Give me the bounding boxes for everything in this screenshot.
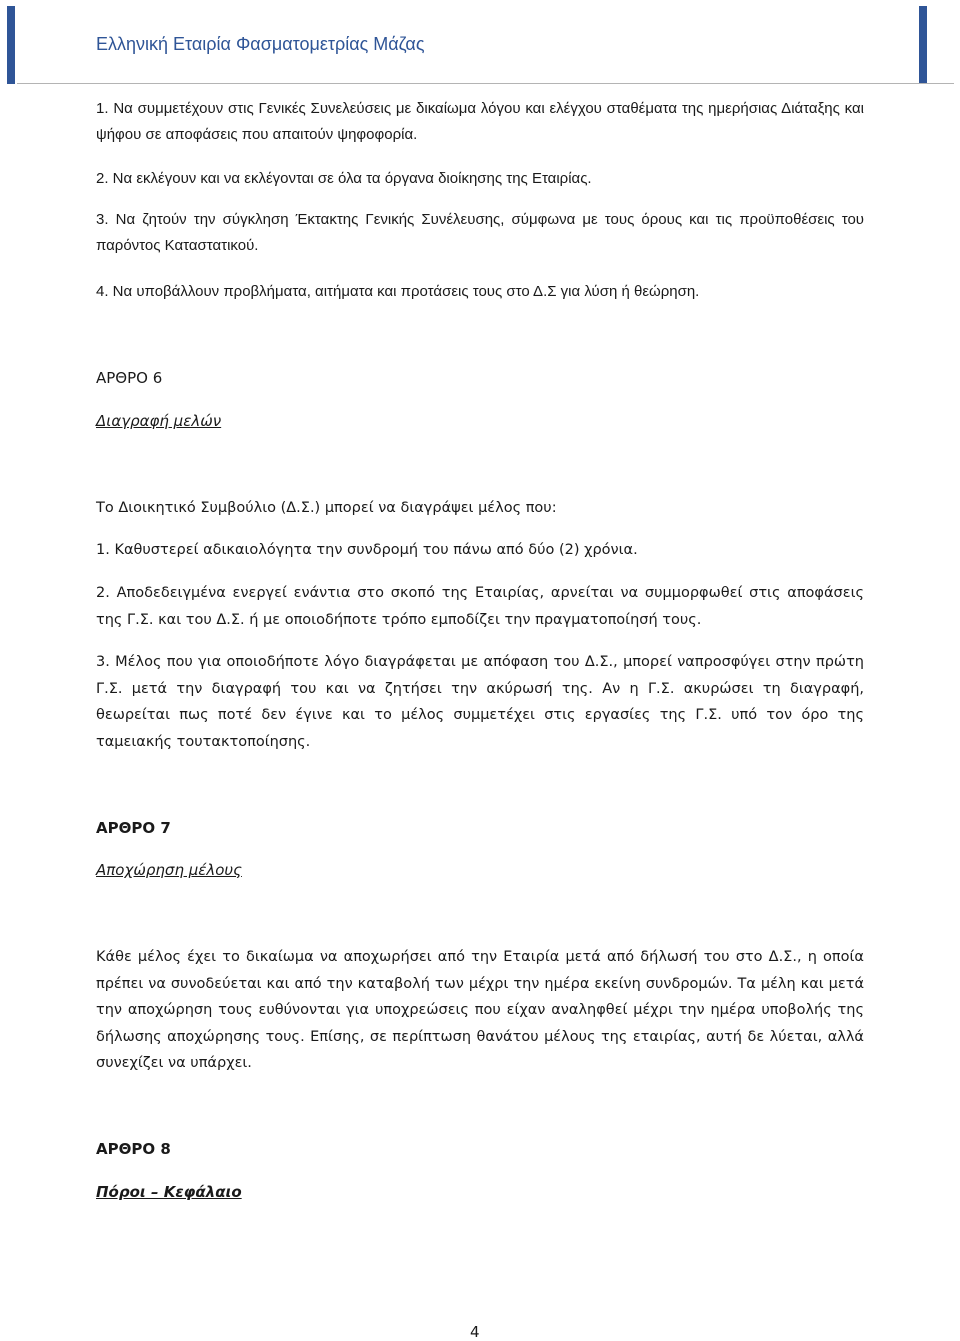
article7-heading: ΑΡΘΡΟ 7: [96, 819, 171, 837]
article6-heading: ΑΡΘΡΟ 6: [96, 369, 163, 387]
article6-intro: Το Διοικητικό Συμβούλιο (Δ.Σ.) μπορεί να διαγράψει μέλος που:: [96, 500, 557, 516]
article7-body: Κάθε μέλος έχει το δικαίωμα να αποχωρήσει από την Εταιρία μετά από δήλωσή του στο Δ.Σ., η οποία πρέπει να συνοδεύεται και από την καταβολή των μέχρι την ημέρα εκείνη συνδρομών. Τα μέλη και μετά την αποχώρηση τους ευθύνονται για υποχρεώσεις που είχαν αναληφθεί μέχρι την ημέρα υποβολής της δήλωσης αποχώρησης τους. Επίσης, σε περίπτωση θανάτου μέλους της εταιρίας, αυτή δε λύεται, αλλά συνεχίζει να υπάρχει.: [96, 949, 864, 1071]
header-accent-left: [7, 6, 15, 84]
rights-item-1: 1. Να συμμετέχουν στις Γενικές Συνελεύσεις με δικαίωμα λόγου και ελέγχου σταθέματα της ημερήσιας Διάταξης και ψήφου σε αποφάσεις που απαιτούν ψηφοφορία.: [96, 100, 864, 143]
article6-subheading: Διαγραφή μελών: [96, 412, 222, 430]
article6-item-3: 3. Μέλος που για οποιοδήποτε λόγο διαγράφεται με απόφαση του Δ.Σ., μπορεί ναπροσφύγει στην πρώτη Γ.Σ. μετά την διαγραφή του και να ζητήσει την ακύρωσή της. Αν η Γ.Σ. ακυρώσει τη διαγραφή, θεωρείται πως ποτέ δεν έγινε και το μέλος συμμετέχει στις εργασίες της Γ.Σ. υπό τον όρο της ταμειακής τουτακτοποίησης.: [96, 654, 864, 750]
rights-item-4: 4. Να υποβάλλουν προβλήματα, αιτήματα και προτάσεις τους στο Δ.Σ για λύση ή θεώρηση.: [96, 283, 700, 300]
article8-subheading: Πόροι – Κεφάλαιο: [96, 1183, 242, 1201]
article6-item-2: 2. Αποδεδειγμένα ενεργεί ενάντια στο σκοπό της Εταιρίας, αρνείται να συμμορφωθεί στις αποφάσεις της Γ.Σ. και του Δ.Σ. ή με οποιοδήποτε τρόπο εμποδίζει την πραγματοποίησή τους.: [96, 585, 864, 628]
article8-heading: ΑΡΘΡΟ 8: [96, 1140, 171, 1158]
page-number: 4: [470, 1323, 480, 1341]
article7-subheading: Αποχώρηση μέλους: [96, 861, 242, 879]
rights-item-3: 3. Να ζητούν την σύγκληση Έκτακτης Γενικής Συνέλευσης, σύμφωνα με τους όρους και τις προϋποθέσεις του παρόντος Καταστατικού.: [96, 211, 864, 254]
article6-item-1: 1. Καθυστερεί αδικαιολόγητα την συνδρομή του πάνω από δύο (2) χρόνια.: [96, 542, 638, 558]
header-accent-right: [919, 6, 927, 84]
header-divider: [17, 83, 954, 84]
rights-item-2: 2. Να εκλέγουν και να εκλέγονται σε όλα τα όργανα διοίκησης της Εταιρίας.: [96, 170, 592, 187]
header-title: Ελληνική Εταιρία Φασματομετρίας Μάζας: [96, 34, 425, 54]
